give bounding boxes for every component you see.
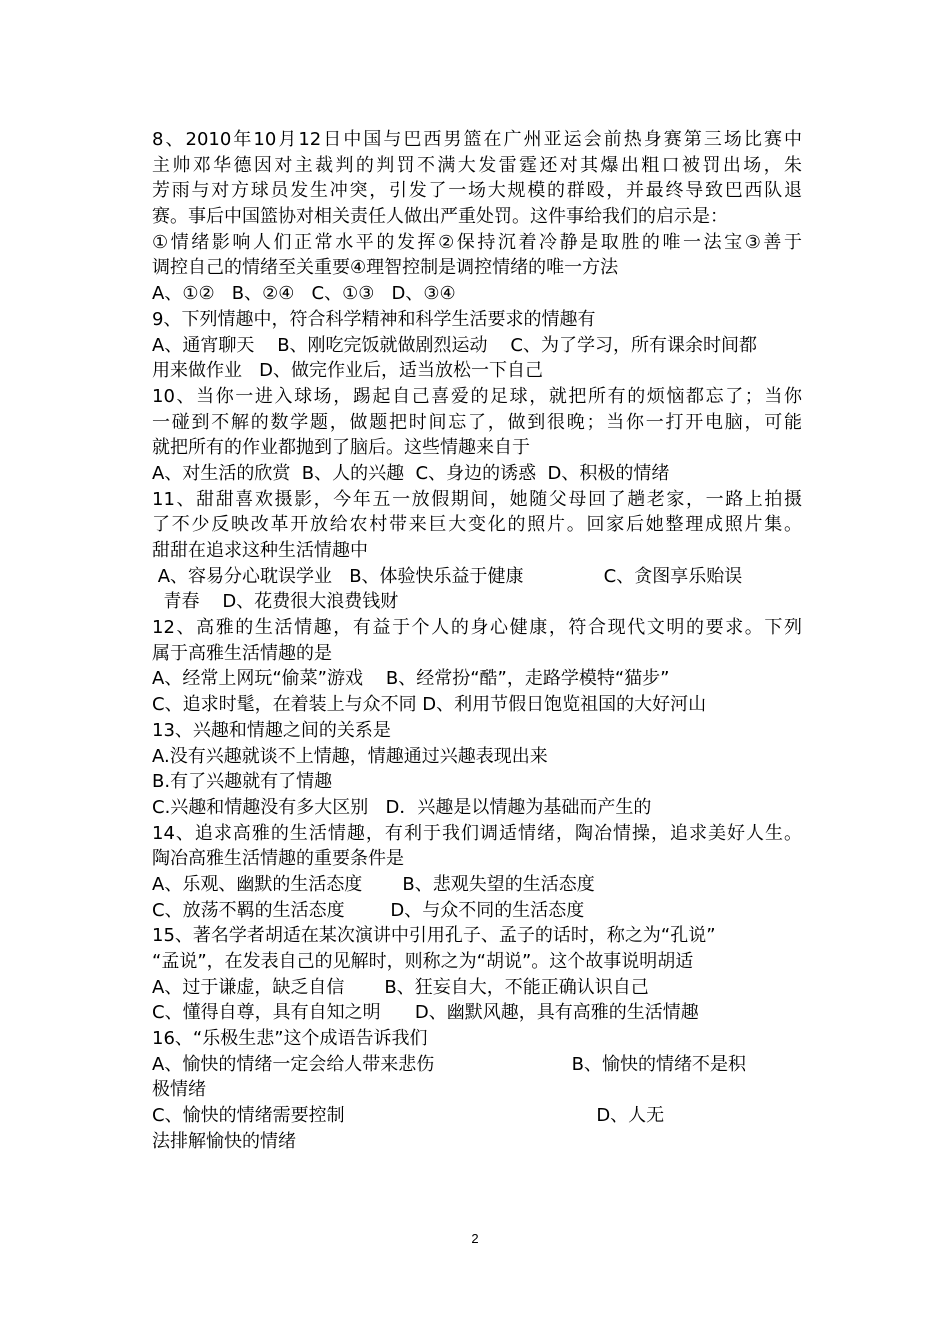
text-line: 10、当你一进入球场，踢起自己喜爱的足球，就把所有的烦恼都忘了；当你	[152, 385, 802, 407]
text-line: 法排解愉快的情绪	[152, 1130, 296, 1152]
text-line: 就把所有的作业都抛到了脑后。这些情趣来自于	[152, 437, 530, 459]
text-line: 主帅邓华德因对主裁判的判罚不满大发雷霆还对其爆出粗口被罚出场，朱	[152, 154, 802, 176]
text-line: C.兴趣和情趣没有多大区别 D．兴趣是以情趣为基础而产生的	[152, 796, 652, 818]
text-line: A、容易分心耽误学业 B、体验快乐益于健康 C、贪图享乐贻误	[152, 565, 743, 587]
text-line: 属于高雅生活情趣的是	[152, 642, 332, 664]
text-line: 15、著名学者胡适在某次演讲中引用孔子、孟子的话时，称之为“孔说”	[152, 925, 716, 947]
text-line: B.有了兴趣就有了情趣	[152, 771, 333, 793]
text-line: 14、追求高雅的生活情趣，有利于我们调适情绪，陶冶情操，追求美好人生。	[152, 822, 802, 844]
page-number: 2	[471, 1231, 479, 1246]
question-text	[152, 127, 802, 1155]
text-line: 芳雨与对方球员发生冲突，引发了一场大规模的群殴，并最终导致巴西队退	[152, 180, 802, 202]
text-line: A、通宵聊天 B、刚吃完饭就做剧烈运动 C、为了学习，所有课余时间都	[152, 334, 758, 356]
text-line: A、愉快的情绪一定会给人带来悲伤 B、愉快的情绪不是积	[152, 1053, 746, 1075]
text-line: 一碰到不解的数学题，做题把时间忘了，做到很晚；当你一打开电脑，可能	[152, 411, 802, 433]
text-line: C、追求时髦，在着装上与众不同 D、利用节假日饱览祖国的大好河山	[152, 694, 707, 716]
text-line: ①情绪影响人们正常水平的发挥②保持沉着冷静是取胜的唯一法宝③善于	[152, 231, 802, 253]
text-line: 了不少反映改革开放给农村带来巨大变化的照片。回家后她整理成照片集。	[152, 514, 802, 536]
text-line: 12、高雅的生活情趣，有益于个人的身心健康，符合现代文明的要求。下列	[152, 617, 802, 639]
text-line: 13、兴趣和情趣之间的关系是	[152, 719, 391, 741]
text-line: 16、“乐极生悲”这个成语告诉我们	[152, 1028, 428, 1050]
text-line: 青春 D、花费很大浪费钱财	[152, 591, 399, 613]
text-line: C、懂得自尊，具有自知之明 D、幽默风趣，具有高雅的生活情趣	[152, 1002, 699, 1024]
text-line: 赛。事后中国篮协对相关责任人做出严重处罚。这件事给我们的启示是：	[152, 206, 728, 228]
text-line: A、过于谦虚，缺乏自信 B、狂妄自大，不能正确认识自己	[152, 976, 649, 998]
text-line: 8、2010年10月12日中国与巴西男篮在广州亚运会前热身赛第三场比赛中	[152, 129, 802, 150]
text-line: 用来做作业 D、做完作业后，适当放松一下自己	[152, 360, 544, 382]
text-line: A、对生活的欣赏 B、人的兴趣 C、身边的诱惑 D、积极的情绪	[152, 462, 670, 484]
text-line: 调控自己的情绪至关重要④理智控制是调控情绪的唯一方法	[152, 257, 619, 279]
text-line: A、经常上网玩“偷菜”游戏 B、经常扮“酷”，走路学模特“猫步”	[152, 668, 670, 690]
text-line: A、①② B、②④ C、①③ D、③④	[152, 283, 456, 305]
text-line: C、愉快的情绪需要控制 D、人无	[152, 1105, 665, 1127]
text-line: A、乐观、幽默的生活态度 B、悲观失望的生活态度	[152, 873, 595, 895]
text-line: “孟说”，在发表自己的见解时，则称之为“胡说”。这个故事说明胡适	[152, 951, 694, 972]
text-line: 极情绪	[152, 1079, 206, 1101]
text-line: 陶冶高雅生活情趣的重要条件是	[152, 848, 404, 870]
text-line: 甜甜在追求这种生活情趣中	[152, 540, 368, 561]
text-line: A.没有兴趣就谈不上情趣，情趣通过兴趣表现出来	[152, 745, 548, 767]
text-line: 11、甜甜喜欢摄影，今年五一放假期间，她随父母回了趟老家，一路上拍摄	[152, 488, 802, 510]
text-line: 9、下列情趣中，符合科学精神和科学生活要求的情趣有	[152, 308, 596, 330]
text-line: C、放荡不羁的生活态度 D、与众不同的生活态度	[152, 899, 585, 921]
